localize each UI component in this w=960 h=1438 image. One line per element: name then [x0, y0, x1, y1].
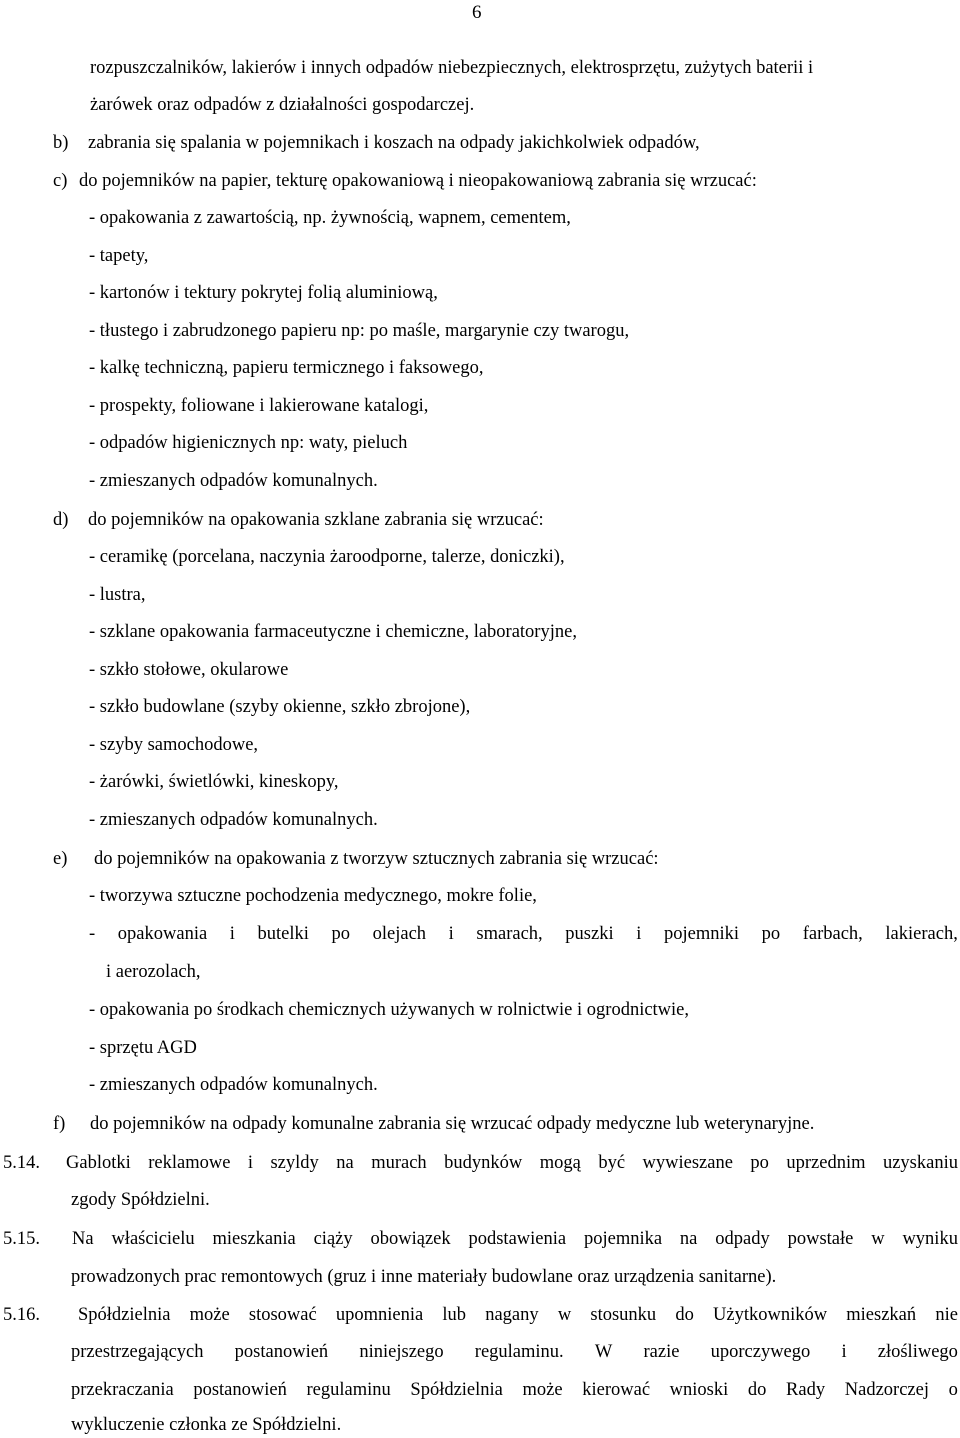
list-item: - tapety, — [89, 246, 149, 266]
list-item: - kalkę techniczną, papieru termicznego i faksowego, — [89, 358, 484, 378]
section-5-14-line-1: Gablotki reklamowe i szyldy na murach budynków mogą być wywieszane po uprzednim uzyskaniu — [66, 1153, 958, 1173]
list-item: - ceramikę (porcelana, naczynia żaroodporne, talerze, doniczki), — [89, 547, 565, 567]
list-item-justified: - opakowania i butelki po olejach i smarach, puszki i pojemniki po farbach, lakierach, — [89, 924, 958, 944]
list-item: - opakowania z zawartością, np. żywnością, wapnem, cementem, — [89, 208, 571, 228]
section-number-5-15: 5.15. — [3, 1229, 40, 1249]
item-b-marker: b) — [53, 133, 69, 153]
section-5-15-line-1: Na właścicielu mieszkania ciąży obowiązek podstawienia pojemnika na odpady powstałe w wyniku — [72, 1229, 958, 1249]
list-item: - sprzętu AGD — [89, 1038, 197, 1058]
list-item: - odpadów higienicznych np: waty, pieluch — [89, 433, 408, 453]
list-item: - tłustego i zabrudzonego papieru np: po maśle, margarynie czy twarogu, — [89, 321, 630, 341]
item-d-marker: d) — [53, 510, 69, 530]
list-item: - szkło budowlane (szyby okienne, szkło zbrojone), — [89, 697, 471, 717]
page-number: 6 — [472, 2, 482, 23]
list-item: - tworzywa sztuczne pochodzenia medycznego, mokre folie, — [89, 886, 537, 906]
section-5-16-line-4: wykluczenie członka ze Spółdzielni. — [71, 1415, 342, 1435]
item-b-text: zabrania się spalania w pojemnikach i koszach na odpady jakichkolwiek odpadów, — [88, 133, 700, 153]
list-item: - szkło stołowe, okularowe — [89, 660, 289, 680]
list-item: - prospekty, foliowane i lakierowane katalogi, — [89, 396, 429, 416]
item-f-text: do pojemników na odpady komunalne zabrania się wrzucać odpady medyczne lub weterynaryjne. — [90, 1114, 815, 1134]
section-5-16-line-1: Spółdzielnia może stosować upomnienia lub nagany w stosunku do Użytkowników mieszkań nie — [78, 1305, 958, 1325]
item-e-text: do pojemników na opakowania z tworzyw sztucznych zabrania się wrzucać: — [94, 849, 659, 869]
list-item: - zmieszanych odpadów komunalnych. — [89, 471, 378, 491]
section-5-14-line-2: zgody Spółdzielni. — [71, 1190, 210, 1210]
list-item: - lustra, — [89, 585, 146, 605]
intro-line-2: żarówek oraz odpadów z działalności gospodarczej. — [90, 95, 475, 115]
list-item: - kartonów i tektury pokrytej folią aluminiową, — [89, 283, 438, 303]
intro-line-1: rozpuszczalników, lakierów i innych odpadów niebezpiecznych, elektrosprzętu, zużytych baterii i — [90, 58, 814, 78]
item-c-marker: c) — [53, 171, 68, 191]
list-item-continuation: i aerozolach, — [106, 962, 201, 982]
section-number-5-14: 5.14. — [3, 1153, 40, 1173]
list-item: - szyby samochodowe, — [89, 735, 259, 755]
item-d-text: do pojemników na opakowania szklane zabrania się wrzucać: — [88, 510, 544, 530]
section-number-5-16: 5.16. — [3, 1305, 40, 1325]
list-item: - zmieszanych odpadów komunalnych. — [89, 810, 378, 830]
section-5-16-line-2: przestrzegających postanowień niniejszego regulaminu. W razie uporczywego i złośliwego — [71, 1342, 958, 1362]
item-e-marker: e) — [53, 849, 68, 869]
item-c-text: do pojemników na papier, tekturę opakowaniową i nieopakowaniową zabrania się wrzucać: — [79, 171, 757, 191]
item-f-marker: f) — [53, 1114, 66, 1134]
list-item: - szklane opakowania farmaceutyczne i chemiczne, laboratoryjne, — [89, 622, 577, 642]
section-5-16-line-3: przekraczania postanowień regulaminu Spółdzielnia może kierować wnioski do Rady Nadzorczej o — [71, 1380, 958, 1400]
list-item: - opakowania po środkach chemicznych używanych w rolnictwie i ogrodnictwie, — [89, 1000, 690, 1020]
list-item: - żarówki, świetlówki, kineskopy, — [89, 772, 339, 792]
list-item: - zmieszanych odpadów komunalnych. — [89, 1075, 378, 1095]
section-5-15-line-2: prowadzonych prac remontowych (gruz i inne materiały budowlane oraz urządzenia sanitarne). — [71, 1267, 777, 1287]
